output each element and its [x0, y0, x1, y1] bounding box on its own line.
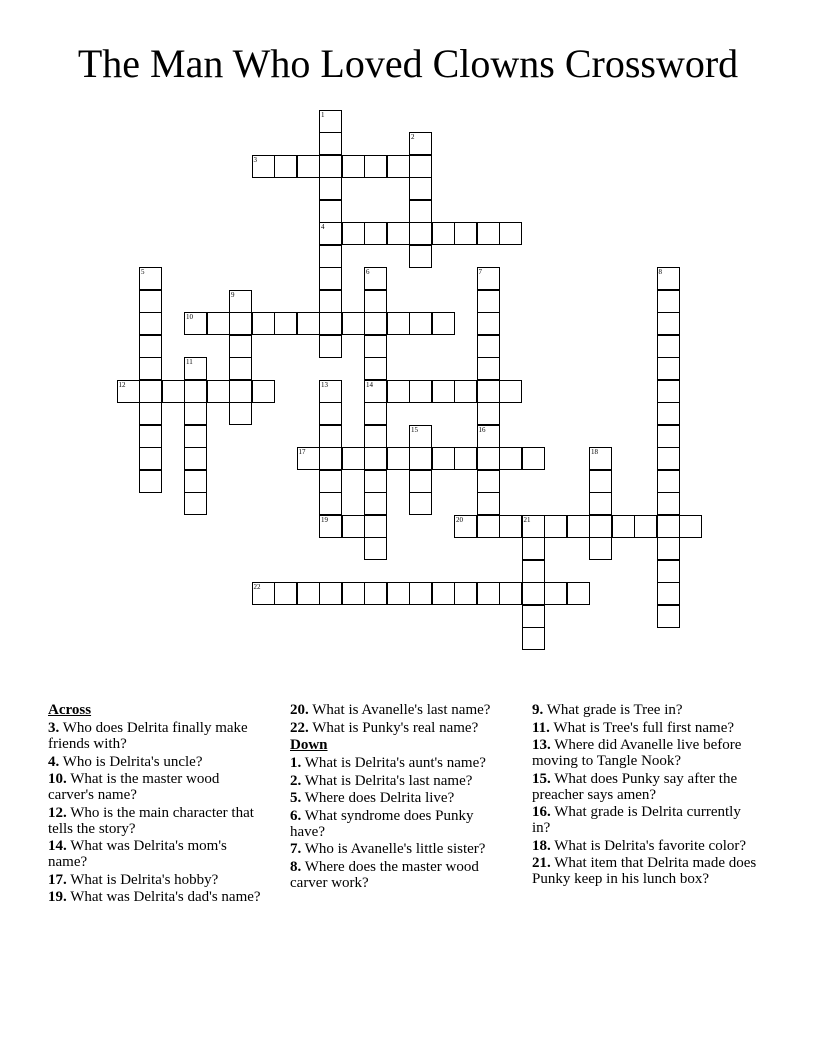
- grid-cell[interactable]: [364, 380, 387, 403]
- grid-cell[interactable]: [409, 380, 432, 403]
- clue-number: 17: [298, 448, 306, 456]
- clue-number: 7: [478, 268, 482, 276]
- grid-cell[interactable]: [229, 290, 252, 313]
- grid-cell[interactable]: [477, 582, 500, 605]
- grid-cell[interactable]: [364, 312, 387, 335]
- grid-cell[interactable]: [364, 155, 387, 178]
- clue-item: [290, 755, 512, 771]
- clue-item-number: 4.: [48, 753, 60, 770]
- grid-cell[interactable]: [252, 155, 275, 178]
- clue-item-number: 10.: [48, 771, 67, 787]
- clue-item-number: 18.: [532, 837, 551, 854]
- clue-item-number: 3.: [48, 720, 60, 736]
- grid-cell[interactable]: [274, 312, 297, 335]
- grid-cell[interactable]: [567, 515, 590, 538]
- grid-cell[interactable]: [274, 155, 297, 178]
- clue-item: [532, 702, 758, 718]
- clue-number: 6: [366, 268, 370, 276]
- grid-cell[interactable]: [499, 222, 522, 245]
- grid-cell[interactable]: [252, 380, 275, 403]
- grid-cell[interactable]: [657, 402, 680, 425]
- grid-cell[interactable]: [657, 290, 680, 313]
- clue-number: 15: [411, 425, 418, 434]
- grid-cell[interactable]: [387, 582, 410, 605]
- clue-number: 19: [321, 515, 328, 524]
- clue-item: [532, 855, 758, 887]
- grid-cell[interactable]: [297, 155, 320, 178]
- clue-item-text: What is Tree's full first name?: [553, 719, 735, 736]
- grid-cell[interactable]: [522, 515, 545, 538]
- grid-cell[interactable]: [454, 222, 477, 245]
- grid-cell[interactable]: [409, 200, 432, 223]
- clue-item-number: 2.: [290, 772, 302, 789]
- clue-item-number: 21.: [532, 855, 551, 871]
- grid-cell[interactable]: [589, 537, 612, 560]
- clue-number: 18: [591, 448, 598, 456]
- clue-number: 5: [141, 268, 145, 276]
- clue-item: [48, 805, 268, 837]
- grid-cell[interactable]: [319, 447, 342, 470]
- clue-item-number: 12.: [48, 804, 67, 821]
- grid-cell[interactable]: [229, 335, 252, 358]
- grid-cell[interactable]: [342, 582, 365, 605]
- grid-cell[interactable]: [499, 447, 522, 470]
- grid-cell[interactable]: [657, 267, 680, 290]
- grid-cell[interactable]: [319, 177, 342, 200]
- grid-cell[interactable]: [319, 380, 342, 403]
- grid-cell[interactable]: [589, 470, 612, 493]
- grid-cell[interactable]: [184, 380, 207, 403]
- grid-cell[interactable]: [657, 312, 680, 335]
- grid-cell[interactable]: [229, 380, 252, 403]
- grid-cell[interactable]: [184, 447, 207, 470]
- clue-number: 8: [658, 268, 662, 276]
- grid-cell[interactable]: [252, 582, 275, 605]
- clue-item-number: 22.: [290, 719, 309, 736]
- grid-cell[interactable]: [657, 380, 680, 403]
- grid-cell[interactable]: [364, 425, 387, 448]
- clue-number: 1: [321, 110, 325, 119]
- clue-item: [532, 737, 758, 769]
- clue-item-number: 13.: [532, 737, 551, 753]
- grid-cell[interactable]: [364, 537, 387, 560]
- clue-item-number: 14.: [48, 838, 67, 854]
- clue-item: [48, 872, 268, 888]
- clue-item: [290, 773, 512, 789]
- grid-cell[interactable]: [477, 335, 500, 358]
- grid-cell[interactable]: [184, 357, 207, 380]
- grid-cell[interactable]: [139, 357, 162, 380]
- grid-cell[interactable]: [319, 267, 342, 290]
- clue-item-text: What is the master wood carver's name?: [48, 771, 220, 803]
- grid-cell[interactable]: [364, 290, 387, 313]
- grid-cell[interactable]: [319, 582, 342, 605]
- grid-cell[interactable]: [432, 380, 455, 403]
- clue-item-number: 16.: [532, 804, 551, 820]
- grid-cell[interactable]: [477, 290, 500, 313]
- grid-cell[interactable]: [364, 335, 387, 358]
- grid-cell[interactable]: [139, 335, 162, 358]
- clue-item: [48, 754, 268, 770]
- clue-item-text: Who does Delrita finally make friends with?: [48, 720, 248, 752]
- grid-cell[interactable]: [117, 380, 140, 403]
- grid-cell[interactable]: [567, 582, 590, 605]
- grid-cell[interactable]: [319, 470, 342, 493]
- grid-cell[interactable]: [319, 132, 342, 155]
- grid-cell[interactable]: [297, 447, 320, 470]
- grid-cell[interactable]: [184, 425, 207, 448]
- grid-cell[interactable]: [364, 470, 387, 493]
- grid-cell[interactable]: [297, 582, 320, 605]
- grid-cell[interactable]: [657, 582, 680, 605]
- grid-cell[interactable]: [364, 492, 387, 515]
- grid-cell[interactable]: [139, 425, 162, 448]
- grid-cell[interactable]: [477, 447, 500, 470]
- clue-item-number: 9.: [532, 702, 544, 718]
- clue-number: 21: [523, 515, 531, 524]
- clues-column-1: [48, 702, 268, 907]
- grid-cell[interactable]: [499, 582, 522, 605]
- grid-cell[interactable]: [319, 155, 342, 178]
- grid-cell[interactable]: [342, 447, 365, 470]
- grid-cell[interactable]: [139, 290, 162, 313]
- grid-cell[interactable]: [477, 402, 500, 425]
- grid-cell[interactable]: [342, 515, 365, 538]
- grid-cell[interactable]: [679, 515, 702, 538]
- clue-item-text: What was Delrita's dad's name?: [70, 889, 261, 905]
- grid-cell[interactable]: [207, 312, 230, 335]
- grid-cell[interactable]: [409, 155, 432, 178]
- clue-item-text: Where does the master wood carver work?: [290, 858, 479, 891]
- grid-cell[interactable]: [184, 402, 207, 425]
- grid-cell[interactable]: [657, 537, 680, 560]
- clue-number: 20: [456, 515, 463, 524]
- grid-cell[interactable]: [319, 515, 342, 538]
- grid-cell[interactable]: [252, 312, 275, 335]
- grid-cell[interactable]: [319, 290, 342, 313]
- clue-item: [532, 771, 758, 803]
- grid-cell[interactable]: [274, 582, 297, 605]
- clue-item: [532, 838, 758, 854]
- grid-cell[interactable]: [454, 447, 477, 470]
- grid-cell[interactable]: [657, 470, 680, 493]
- grid-cell[interactable]: [139, 380, 162, 403]
- grid-cell[interactable]: [657, 447, 680, 470]
- grid-cell[interactable]: [544, 515, 567, 538]
- clue-item-text: Who is Delrita's uncle?: [62, 753, 203, 770]
- grid-cell[interactable]: [364, 447, 387, 470]
- grid-cell[interactable]: [522, 560, 545, 583]
- grid-cell[interactable]: [432, 582, 455, 605]
- grid-cell[interactable]: [409, 222, 432, 245]
- grid-cell[interactable]: [387, 447, 410, 470]
- grid-cell[interactable]: [454, 582, 477, 605]
- clue-item: [48, 838, 268, 870]
- grid-cell[interactable]: [319, 312, 342, 335]
- grid-cell[interactable]: [139, 267, 162, 290]
- clues-column-3: [532, 702, 758, 889]
- grid-cell[interactable]: [184, 312, 207, 335]
- clue-item: [290, 859, 512, 891]
- clue-number: 16: [478, 425, 486, 434]
- clue-number: 22: [253, 583, 261, 591]
- grid-cell[interactable]: [139, 470, 162, 493]
- grid-cell[interactable]: [387, 312, 410, 335]
- grid-cell[interactable]: [477, 380, 500, 403]
- clue-item-text: Where did Avanelle live before moving to Tangle Nook?: [532, 737, 742, 769]
- grid-cell[interactable]: [499, 380, 522, 403]
- clue-item: [290, 808, 512, 840]
- clue-item-text: What grade is Tree in?: [546, 702, 683, 718]
- clue-item: [48, 720, 268, 752]
- grid-cell[interactable]: [477, 267, 500, 290]
- clue-item-number: 20.: [290, 702, 309, 718]
- grid-cell[interactable]: [657, 357, 680, 380]
- grid-cell[interactable]: [634, 515, 657, 538]
- clue-item-text: Who is the main character that tells the story?: [48, 804, 254, 837]
- clue-item-text: Who is Avanelle's little sister?: [304, 841, 486, 857]
- grid-cell[interactable]: [207, 380, 230, 403]
- grid-cell[interactable]: [387, 155, 410, 178]
- grid-cell[interactable]: [319, 222, 342, 245]
- clue-item: [532, 720, 758, 736]
- grid-cell[interactable]: [387, 380, 410, 403]
- clue-item: [532, 804, 758, 836]
- grid-cell[interactable]: [409, 312, 432, 335]
- grid-cell[interactable]: [409, 447, 432, 470]
- clue-item-number: 11.: [532, 719, 550, 736]
- clue-item-text: What is Punky's real name?: [312, 719, 479, 736]
- grid-cell[interactable]: [657, 605, 680, 628]
- grid-cell[interactable]: [297, 312, 320, 335]
- grid-cell[interactable]: [477, 470, 500, 493]
- grid-cell[interactable]: [342, 222, 365, 245]
- grid-cell[interactable]: [319, 425, 342, 448]
- grid-cell[interactable]: [499, 515, 522, 538]
- grid-cell[interactable]: [432, 312, 455, 335]
- grid-cell[interactable]: [229, 312, 252, 335]
- clue-item: [48, 889, 268, 905]
- clue-item-text: What grade is Delrita currently in?: [532, 804, 741, 836]
- grid-cell[interactable]: [432, 447, 455, 470]
- grid-cell[interactable]: [432, 222, 455, 245]
- grid-cell[interactable]: [319, 335, 342, 358]
- grid-cell[interactable]: [409, 425, 432, 448]
- grid-cell[interactable]: [364, 402, 387, 425]
- clue-item-number: 6.: [290, 807, 302, 824]
- clues-column-2: [290, 702, 512, 892]
- clue-item-text: Where does Delrita live?: [304, 790, 455, 806]
- grid-cell[interactable]: [589, 492, 612, 515]
- grid-cell[interactable]: [342, 155, 365, 178]
- down-heading: Down: [290, 737, 328, 753]
- grid-cell[interactable]: [522, 627, 545, 650]
- grid-cell[interactable]: [589, 515, 612, 538]
- clue-number: 11: [186, 358, 193, 366]
- grid-cell[interactable]: [139, 312, 162, 335]
- grid-cell[interactable]: [409, 245, 432, 268]
- clue-item-number: 5.: [290, 790, 302, 806]
- grid-cell[interactable]: [184, 492, 207, 515]
- clue-item-text: What item that Delrita made does Punky keep in his lunch box?: [532, 855, 757, 887]
- grid-cell[interactable]: [364, 582, 387, 605]
- grid-cell[interactable]: [454, 380, 477, 403]
- clue-item-text: What is Avanelle's last name?: [312, 702, 491, 718]
- clue-item: [290, 720, 512, 736]
- puzzle-title: The Man Who Loved Clowns Crossword: [77, 41, 739, 86]
- clue-number: 10: [186, 313, 193, 321]
- clue-item-number: 8.: [290, 858, 302, 875]
- clue-number: 4: [321, 223, 325, 231]
- grid-cell[interactable]: [364, 515, 387, 538]
- grid-cell[interactable]: [409, 492, 432, 515]
- clue-item-number: 1.: [290, 755, 302, 771]
- grid-cell[interactable]: [409, 582, 432, 605]
- grid-cell[interactable]: [522, 537, 545, 560]
- grid-cell[interactable]: [522, 582, 545, 605]
- clue-item-text: What is Delrita's last name?: [304, 772, 473, 789]
- grid-cell[interactable]: [657, 515, 680, 538]
- grid-cell[interactable]: [477, 222, 500, 245]
- grid-cell[interactable]: [477, 425, 500, 448]
- clue-number: 3: [253, 155, 257, 164]
- grid-cell[interactable]: [139, 447, 162, 470]
- grid-cell[interactable]: [319, 402, 342, 425]
- grid-cell[interactable]: [319, 245, 342, 268]
- grid-cell[interactable]: [319, 200, 342, 223]
- clue-number: 13: [321, 380, 328, 389]
- clue-item: [48, 771, 268, 803]
- clue-item: [290, 790, 512, 806]
- clue-item-number: 15.: [532, 770, 551, 787]
- grid-cell[interactable]: [409, 132, 432, 155]
- clue-item-text: What is Delrita's hobby?: [70, 871, 219, 888]
- clue-number: 2: [411, 133, 415, 141]
- grid-cell[interactable]: [387, 222, 410, 245]
- across-heading: Across: [48, 702, 92, 718]
- clue-item-text: What is Delrita's favorite color?: [554, 837, 747, 854]
- grid-cell[interactable]: [544, 582, 567, 605]
- grid-cell[interactable]: [589, 447, 612, 470]
- grid-cell[interactable]: [477, 312, 500, 335]
- grid-cell[interactable]: [657, 560, 680, 583]
- clue-item-text: What was Delrita's mom's name?: [48, 838, 227, 870]
- grid-cell[interactable]: [409, 470, 432, 493]
- grid-cell[interactable]: [612, 515, 635, 538]
- clue-item-text: What is Delrita's aunt's name?: [304, 755, 486, 771]
- grid-cell[interactable]: [364, 357, 387, 380]
- grid-cell[interactable]: [657, 425, 680, 448]
- clue-number: 12: [118, 380, 126, 389]
- grid-cell[interactable]: [319, 110, 342, 133]
- grid-cell[interactable]: [477, 357, 500, 380]
- grid-cell[interactable]: [522, 447, 545, 470]
- clue-item: [290, 841, 512, 857]
- clue-item-number: 7.: [290, 841, 302, 857]
- grid-cell[interactable]: [364, 222, 387, 245]
- clue-item-text: What syndrome does Punky have?: [290, 807, 474, 840]
- clue-item-number: 19.: [48, 889, 67, 905]
- clue-item: [290, 702, 512, 718]
- grid-cell[interactable]: [454, 515, 477, 538]
- grid-cell[interactable]: [162, 380, 185, 403]
- clue-number: 14: [366, 380, 373, 389]
- grid-cell[interactable]: [657, 492, 680, 515]
- grid-cell[interactable]: [477, 492, 500, 515]
- grid-cell[interactable]: [364, 267, 387, 290]
- grid-cell[interactable]: [229, 357, 252, 380]
- grid-cell[interactable]: [657, 335, 680, 358]
- grid-cell[interactable]: [184, 470, 207, 493]
- grid-cell[interactable]: [342, 312, 365, 335]
- grid-cell[interactable]: [319, 492, 342, 515]
- grid-cell[interactable]: [229, 402, 252, 425]
- clue-item-text: What does Punky say after the preacher says amen?: [532, 770, 738, 803]
- clue-number: 9: [231, 290, 235, 299]
- grid-cell[interactable]: [139, 402, 162, 425]
- grid-cell[interactable]: [522, 605, 545, 628]
- grid-cell[interactable]: [409, 177, 432, 200]
- clue-item-number: 17.: [48, 871, 67, 888]
- grid-cell[interactable]: [477, 515, 500, 538]
